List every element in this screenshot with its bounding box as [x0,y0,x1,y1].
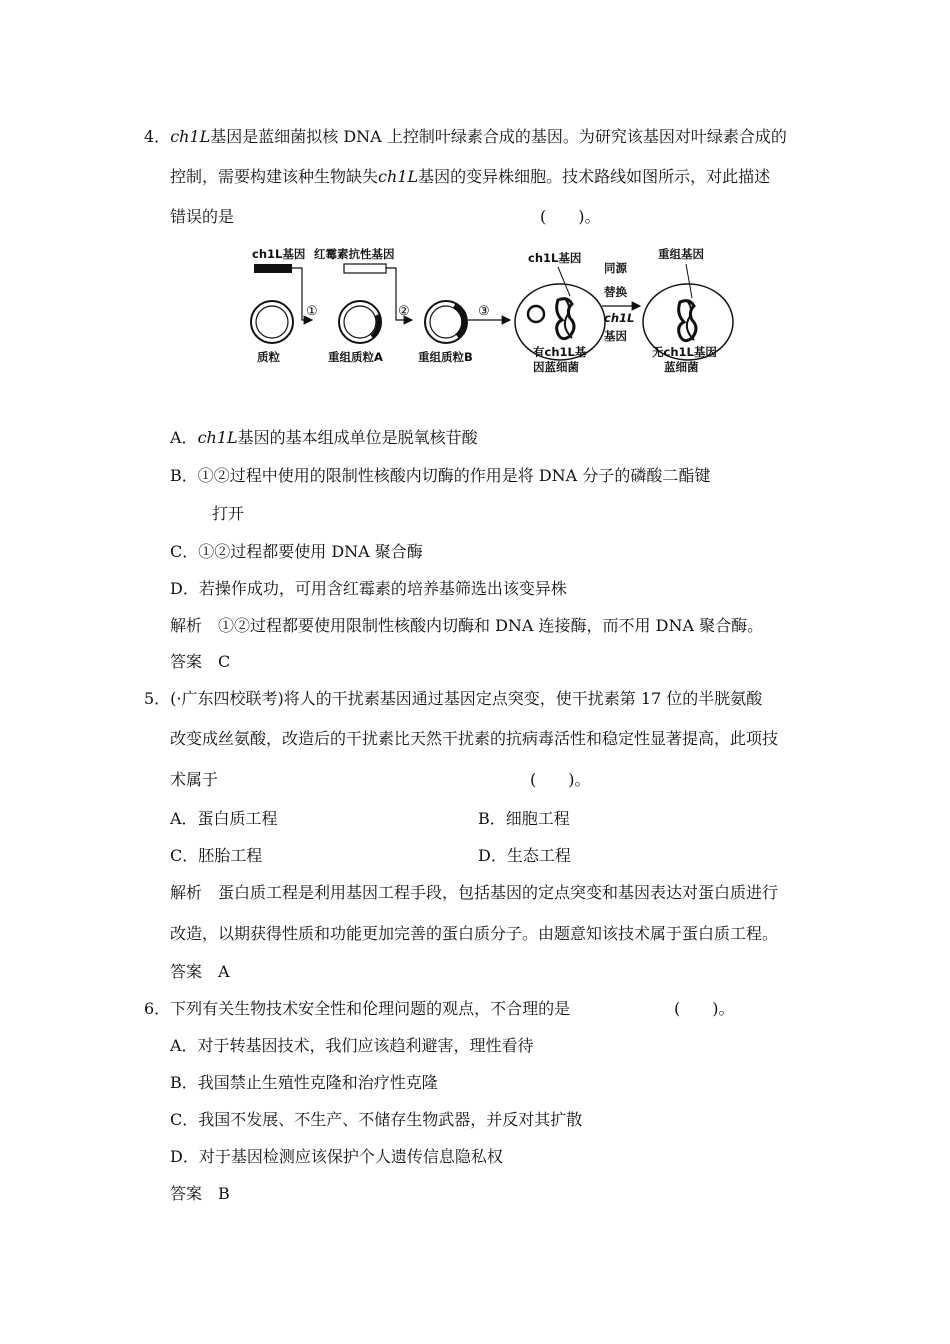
q5-option-c: C．胚胎工程 [170,846,263,865]
q4-stem-line3 [170,206,234,228]
q4-stem-line2 [170,166,770,188]
q4-option-a-letter: A． [170,428,198,447]
q5-stem-line1: 5．(·广东四校联考)将人的干扰素基因通过基因定点突变，使干扰素第 17 位的半胱氨酸 [144,689,763,708]
q4-stem-text1: 基因是蓝细菌拟核 DNA 上控制叶绿素合成的基因。为研究该基因对叶绿素合成的 [210,127,787,146]
q4-diagram [240,240,740,385]
q4-option-a-gene: ch1L [197,428,238,447]
q4-answer: 答案 C [170,652,231,671]
label-homolog1: 同源 [604,261,627,275]
recomb-b-gap [449,304,454,306]
q4-number: 4． [144,127,171,146]
label-ch1l-gene: ch1L基因 [252,247,306,261]
q4-answer-bracket: ( )。 [540,207,601,226]
resistance-gene-bar [344,264,386,273]
label-homolog4: 基因 [604,329,627,343]
q6-option-a: A．对于转基因技术，我们应该趋利避害，理性看待 [170,1036,534,1055]
q4-stem-line1 [144,126,787,148]
label-recomb-a: 重组质粒A [328,350,383,364]
plasmid-outer [251,301,293,343]
step2-label: ② [398,304,410,319]
ch1l-gene-bar [254,264,292,273]
step3-label: ③ [478,304,490,319]
q4-option-c: C．①②过程都要使用 DNA 聚合酶 [170,542,423,561]
q5-stem-line3: 术属于 [170,770,219,789]
label-cell2-gene: 重组基因 [658,247,704,261]
q5-analysis-line2: 改造，以期获得性质和功能更加完善的蛋白质分子。由题意知该技术属于蛋白质工程。 [170,924,779,943]
label-cell1-line2: 因蓝细菌 [533,360,579,374]
step1-label: ① [306,304,318,319]
q6-answer: 答案 B [170,1184,230,1203]
q4-stem-text2a: 控制，需要构建该种生物缺失 [170,167,379,186]
q6-answer-bracket: ( )。 [674,999,735,1018]
q4-option-a [170,427,478,449]
q5-option-a: A．蛋白质工程 [170,809,278,828]
q5-stem-line2: 改变成丝氨酸，改造后的干扰素比天然干扰素的抗病毒活性和稳定性显著提高，此项技 [170,729,779,748]
q4-stem-text3: 错误的是 [170,207,235,226]
q4-option-b-cont: 打开 [212,504,245,523]
label-plasmid: 质粒 [257,350,280,364]
q4-gene-name-2: ch1L [378,167,419,186]
label-recomb-b: 重组质粒B [418,350,473,364]
label-cell1-line1: 有ch1L基 [533,345,587,359]
q4-stem-text2b: 基因的变异株细胞。技术路线如图所示，对此描述 [418,167,771,186]
q5-analysis-line1: 解析 蛋白质工程是利用基因工程手段，包括基因的定点突变和基因表达对蛋白质进行 [170,883,779,902]
label-resistance-gene: 红霉素抗性基因 [314,247,395,261]
label-homolog2: 替换 [604,285,627,299]
label-homolog3: ch1L [604,311,635,325]
q4-option-b: B．①②过程中使用的限制性核酸内切酶的作用是将 DNA 分子的磷酸二酯键 [170,466,711,485]
q5-answer-bracket: ( )。 [530,770,591,789]
q4-option-a-text: 基因的基本组成单位是脱氧核苷酸 [237,428,478,447]
cell1-plasmid [528,306,544,322]
cell2-pointer [686,264,692,298]
q6-option-b: B．我国禁止生殖性克隆和治疗性克隆 [170,1073,438,1092]
label-cell2-line1: 无ch1L基因 [652,345,717,359]
recomb-a-inner [344,306,376,338]
q6-option-d: D．对于基因检测应该保护个人遗传信息隐私权 [170,1147,503,1166]
label-cell2-line2: 蓝细菌 [664,360,699,374]
q4-gene-name: ch1L [170,127,211,146]
label-cell1-gene: ch1L基因 [528,251,582,265]
recomb-b-outer [425,301,467,343]
q6-stem: 6．下列有关生物技术安全性和伦理问题的观点，不合理的是 [144,999,571,1018]
q6-option-c: C．我国不发展、不生产、不储存生物武器，并反对其扩散 [170,1110,583,1129]
q5-answer: 答案 A [170,962,230,981]
plasmid-inner [256,306,288,338]
q4-option-d: D．若操作成功，可用含红霉素的培养基筛选出该变异株 [170,579,567,598]
recomb-b-insert [454,306,464,336]
q5-option-b: B．细胞工程 [478,809,570,828]
q5-option-d: D．生态工程 [478,846,571,865]
q4-analysis: 解析 ①②过程都要使用限制性核酸内切酶和 DNA 连接酶，而不用 DNA 聚合酶。 [170,616,764,635]
cell1-pointer [558,267,570,296]
